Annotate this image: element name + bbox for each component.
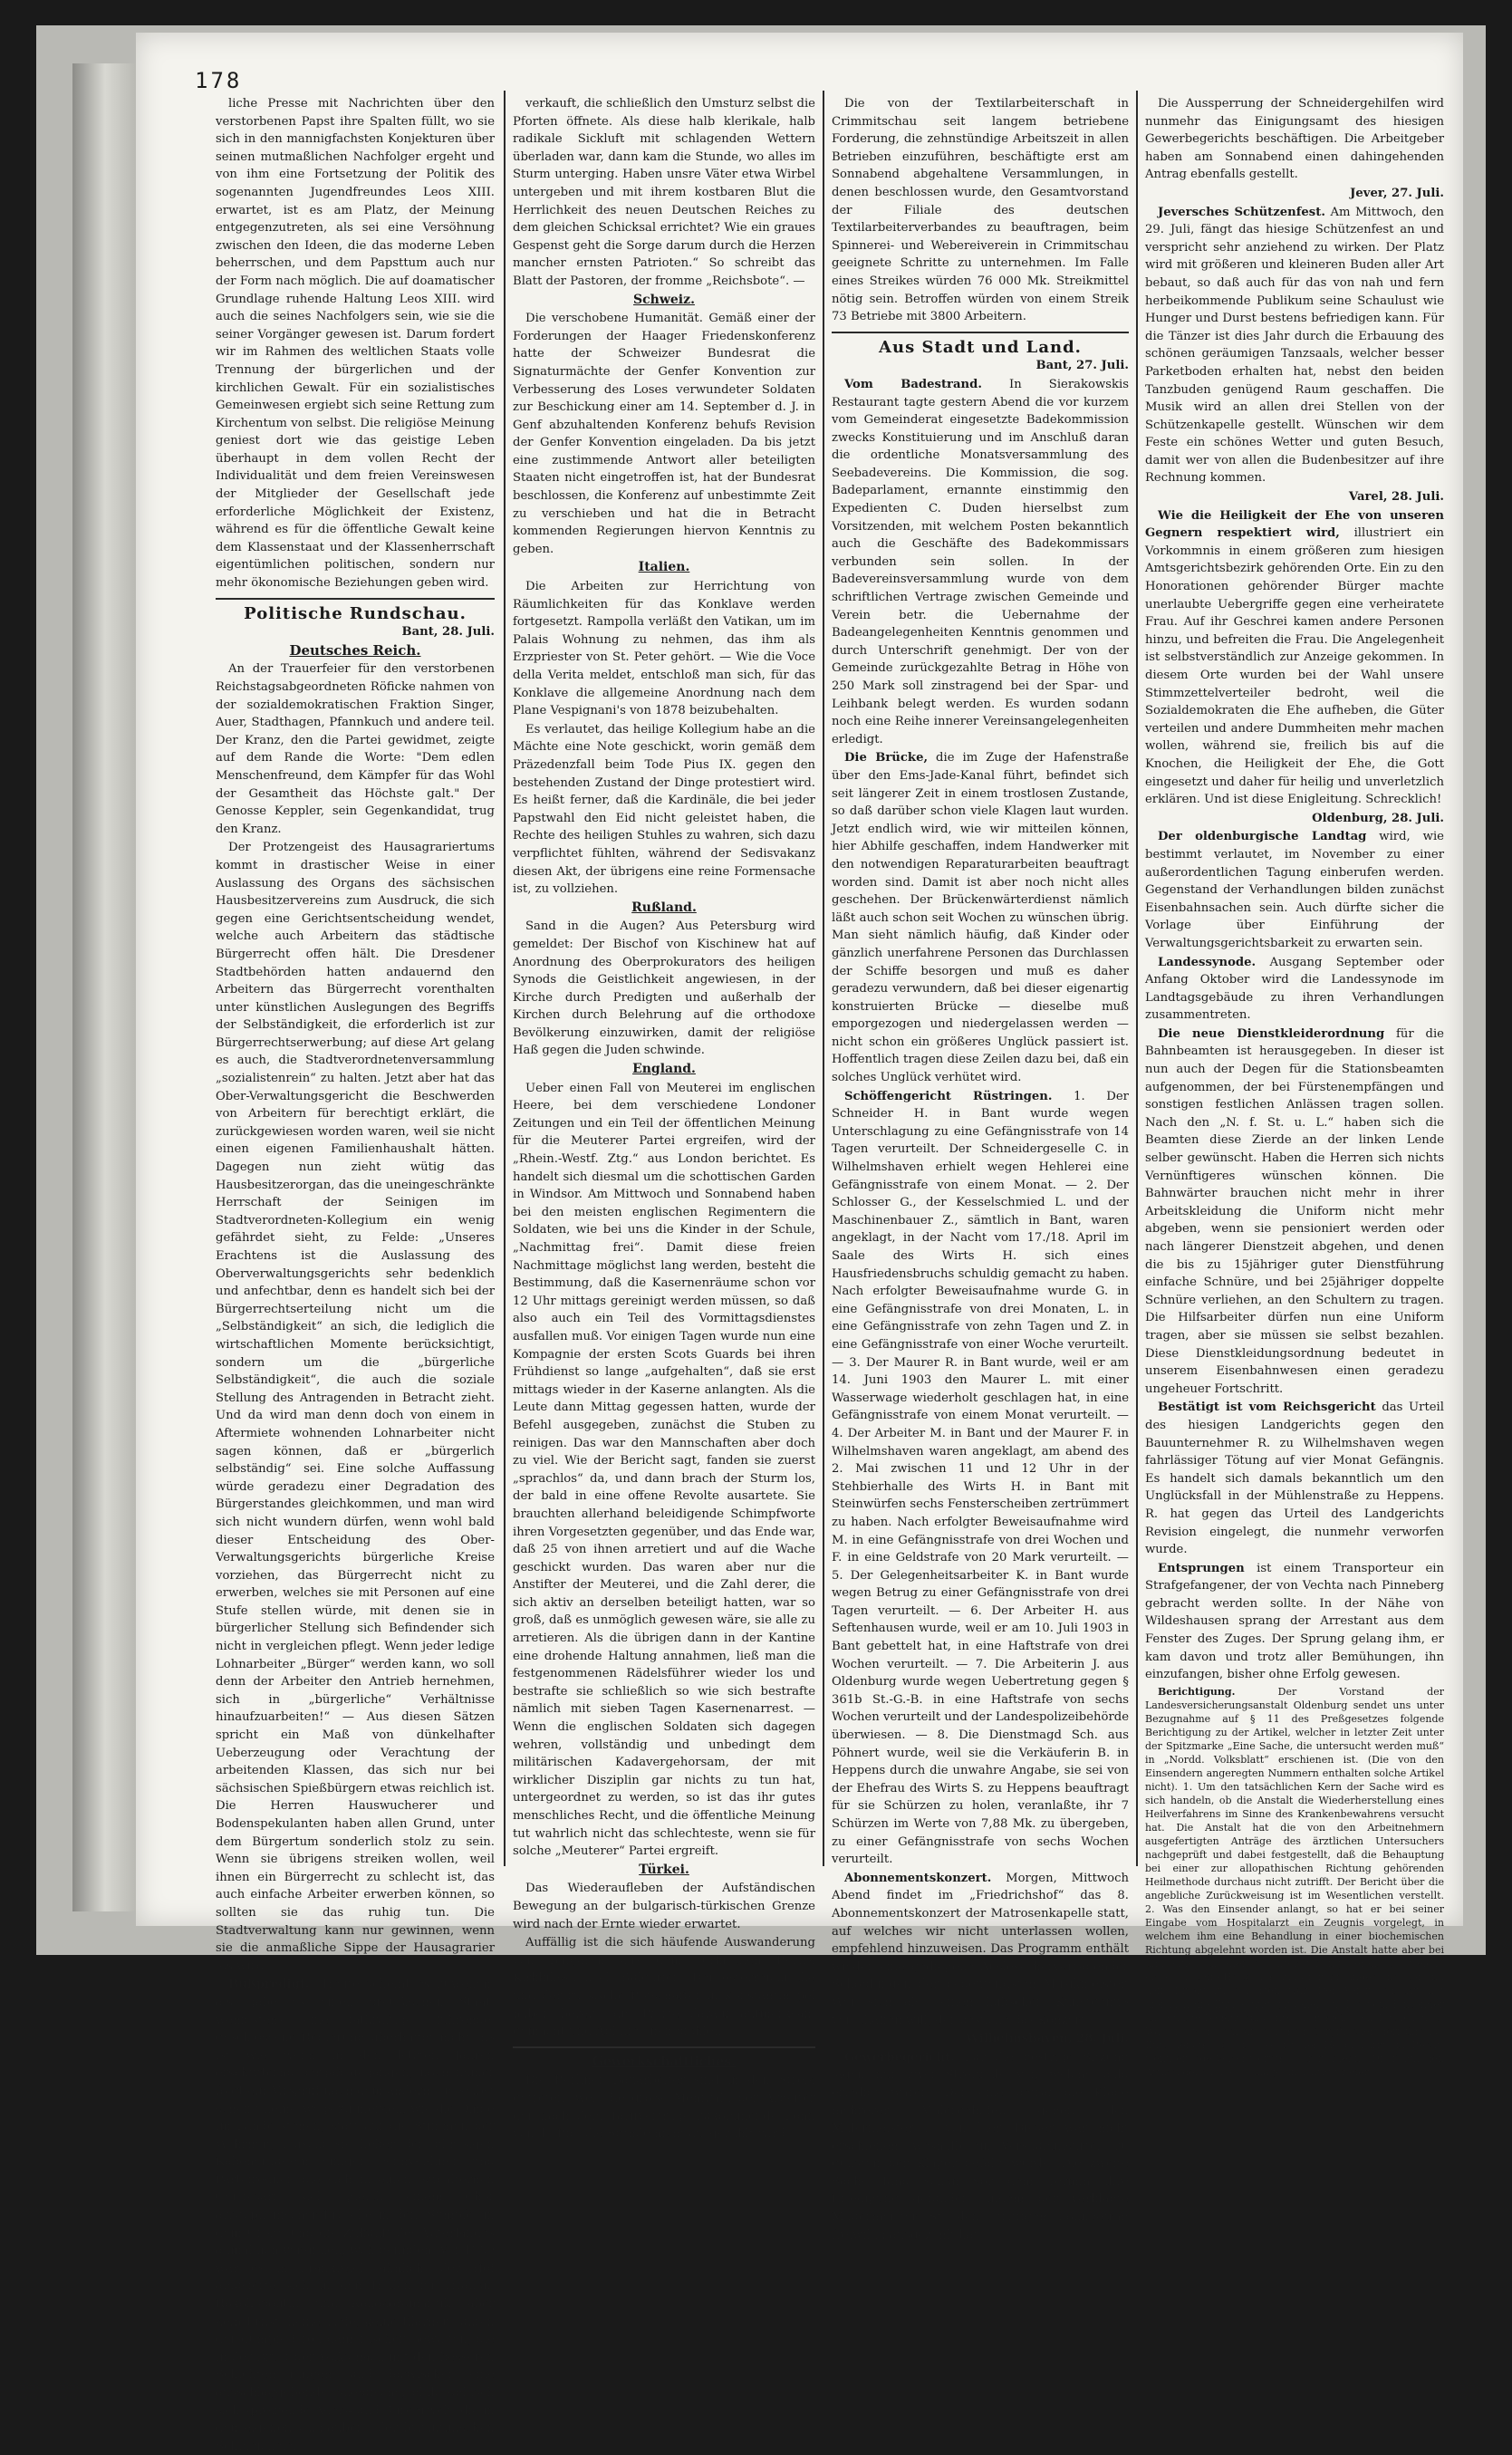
article-text: Die von der Textilarbeiterschaft in Crimmitschau seit langem betriebene Forderung, die zehnstündige Arbeitszeit in allen Betrieben einzuführen, beschäftigte erst am Sonnabend abgehaltene Versammlungen, in denen beschlossen wurde, den Gesamtvorstand der Filiale des deutschen Textilarbeiterverbandes zu beauftragen, beim Spinnerei- und Webereiverein in Crimmitschau geeignete Schritte zu unternehmen. Im Falle eines Streikes würden 76 000 Mk. Streikmittel nötig sein. Betroffen würden von einem Streik 73 Betriebe mit 3800 Arbeitern. — [832, 97, 1129, 324]
article-lead: Berichtigung. — [1158, 1685, 1236, 1698]
article-text: Die verschobene Humanität. Gemäß einer der Forderungen der Haager Friedenskonferenz hatte der Schweizer Bundesrat die Signaturmächte der Genfer Konvention zur Verbesserung des Loses verwundeter Soldaten zur Beschickung einer am 14. September d. J. in Genf abzuhaltenden Konferenz behufs Revision der Genfer Konvention eingeladen. Da bis jetzt eine zustimmende Antwort aller beteiligten Staaten nicht eingetroffen ist, hat der Bundesrat beschlossen, die Konferenz auf unbestimmte Zeit zu verschieben und hat die in Betracht kommenden Regierungen hiervon Kenntnis zu geben. — [513, 312, 815, 556]
section-divider — [832, 332, 1129, 333]
section-divider — [513, 2046, 815, 2048]
section-title: Politische Rundschau. — [244, 603, 467, 623]
section-divider — [216, 598, 495, 600]
article-text — [1145, 1025, 1444, 1398]
dateline: Bant, 28. Juli. — [401, 625, 495, 640]
article-text — [1145, 1560, 1444, 1684]
article-text: Das Wiederaufleben der Aufständischen Bewegung an der bulgarisch-türkischen Grenze wird nach der Ernte wieder erwartet. — [513, 1882, 815, 1931]
article-body: Ausgang September oder Anfang Oktober wird die Landessynode im Landtagsgebäude zu ihren Verhandlungen zusammentreten. — [1145, 955, 1444, 1023]
column-3 — [832, 95, 1129, 2242]
article-body: ist einem Transporteur ein Strafgefangener, der von Vechta nach Pinneberg gebracht werden sollte. In der Nähe von Wildeshausen sprang der Arrestant aus dem Fenster des Zuges. Der Sprung gelang ihm, er kam davon und trotz aller Bemühungen, ihn einzufangen, bisher ohne Erfolg gewesen. — [1145, 1561, 1444, 1682]
article-lead: Bestätigt ist vom Reichsgericht — [1158, 1401, 1376, 1415]
subhead: England. — [632, 1062, 696, 1077]
article-text: Die Aussperrung der Schneidergehilfen wird nunmehr das Einigungsamt des hiesigen Gewerbegerichts beschäftigen. Die Arbeitgeber haben am Sonnabend einen dahingehenden Antrag ebenfalls gestellt. — [1145, 97, 1444, 182]
article-text — [1145, 507, 1444, 809]
article-text: Es verlautet, das heilige Kollegium habe an die Mächte eine Note geschickt, worin gemäß dem Präzedenzfall beim Tode Pius IX. gegen den bestehenden Zustand der Dinge protestiert wird. Es heißt ferner, daß die Kardinäle, die bei jeder Papstwahl den Eid nicht geleistet haben, die Rechte des heiligen Stuhles zu wahren, sich dazu verpflichtet fühlten, während der Sedisvakanz diesen Akt, der übrigens eine reine Formensache ist, zu vollziehen. — [513, 722, 815, 897]
article-body: das Urteil des hiesigen Landgerichts gegen den Bauunternehmer R. zu Wilhelmshaven wegen fahrlässiger Tötung auf vier Monat Gefängnis. Es handelt sich damals bekanntlich um den Unglücksfall in der Mühlenstraße zu Heppens. R. hat gegen das Urteil des Landgerichts Revision eingelegt, die nunmehr verworfen wurde. — [1145, 1401, 1444, 1557]
subhead: Schweiz. — [633, 292, 695, 307]
article-lead: Abonnementskonzert. — [844, 1871, 992, 1885]
subhead: Gewerkschaftliches. — [592, 2054, 737, 2069]
article-lead: Der oldenburgische Landtag — [1158, 830, 1367, 844]
article-lead: Entsprungen — [1158, 1561, 1245, 1575]
column-1 — [216, 95, 495, 2453]
article-text — [1145, 204, 1444, 488]
article-body: Der Vorstand der Landesversicherungsanstalt Oldenburg sendet uns unter Bezugnahme auf § 11 des Preßgesetzes folgende Berichtigung zu der Artikel, welcher in letzter Zeit unter der Spitzmarke „Eine Sache, die untersucht werden muß“ in „Nordd. Volksblatt“ erschienen ist. (Die von den Einsendern angeregten Nummern enthalten solche Artikel nicht). 1. Um den tatsächlichen Kern der Sache wird es sich handeln, ob die Anstalt die Wiederherstellung eines Heilverfahrens im Sinne des Krankenbewahrens versucht hat. Die Anstalt hat die von den Arbeitnehmern ausgefertigten Anträge des ärztlichen Untersuchers nachgeprüft und dabei festgestellt, daß die Behauptung bei einer zur allopathischen Richtung gehörenden Heilmethode durchaus nicht zutrifft. Der Bericht über die angebliche Zurückweisung ist im Wesentlichen verstellt. 2. Was den Einsender anlangt, so hat er bei seiner Eingabe vom Hospitalarzt ein Zeugnis vorgelegt, in welchem ihm eine Behandlung in einer biochemischen Richtung abgelehnt worden ist. Die Anstalt hatte aber bei ihm eine eingehende Untersuchung veranlaßt, welche ergab, daß die Heilbehandlung für ihn ungeeignet sei und kein Erfolg zu erwarten war. Der Vertrauensarzt hat hiernach die Entlassung gutgeheißen. Die vom Einsender angeführte Behauptung entspricht nicht den Tatsachen. 3. Was die von dem angeblichen Kurpfuscher herrührende Entscheidung betrifft, so ist der Hospitalarzt im Recht, wenn er jede Verantwortung dafür ablehnt. Die fraglichen Artikel geben die Sachlage unrichtig wieder. — [1145, 1685, 1444, 2078]
column-rule-3 — [1136, 91, 1138, 1866]
article-lead: Schöffengericht Rüstringen. — [844, 1089, 1053, 1103]
dateline: Oldenburg, 28. Juli. — [1312, 811, 1444, 825]
subhead: Italien. — [638, 560, 690, 575]
article-lead: Gewerbegericht. — [844, 2050, 955, 2065]
section-title: Aus Stadt und Land. — [879, 337, 1082, 357]
article-body: die im Zuge der Hafenstraße über den Ems-Jade-Kanal führt, befindet sich seit längerer Zeit in einem trostlosen Zustande, so daß darüber schon viele Klagen laut wurden. Jetzt endlich wird, wie wir mitteilen können, hier Abhilfe geschaffen, indem Handwerker mit den notwendigen Reparaturarbeiten beauftragt worden sind. Damit ist aber noch nicht alles geschehen. Der Brückenwärterdienst nämlich läßt auch schon seit Wochen zu wünschen übrig. Man sieht nämlich häufig, daß Kinder oder gänzlich unerfahrene Personen das Durchlassen der Schiffe besorgen und muß es daher geradezu verwundern, daß bei dieser eigenartig konstruierten Brücke — dieselbe muß emporgezogen und niedergelassen werden — nicht schon ein größeres Unglück passiert ist. Hoffentlich tragen diese Zeilen dazu bei, daß ein solches Unglück verhütet wird. — [832, 751, 1129, 1085]
article-body: wird, wie bestimmt verlautet, im November zu einer außerordentlichen Tagung einberufen werden. Gegenstand der Verhandlungen bilden zunächst Eisenbahnsachen sein. Auch dürfte sicher die Vorlage über Einführung der Verwaltungsgerichtsbarkeit zu erwarten sein. — [1145, 830, 1444, 950]
article-text — [832, 376, 1129, 748]
article-text: Die Berliner Bauarbeiter sind in den Streik getreten, weil die große Mehrzahl der Arbeiter der nach dem Tarifvertrage zukommende Lohn von 45 Pfg. die Stunde nicht ausgezahlt wird. — [513, 2074, 815, 2142]
article-text: liche Presse mit Nachrichten über den verstorbenen Papst ihre Spalten füllt, wo sie sich in den mannigfachsten Konjekturen über seinen mutmaßlichen Nachfolger ergeht und von ihm eine Fortsetzung der Politik des sogenannten Jugendfreundes Leos XIII. erwartet, ist es am Platz, der Meinung entgegenzutreten, als sei eine Versöhnung zwischen den Ideen, die das moderne Leben beherrschen, und dem Papsttum auch nur der Form nach möglich. Die auf doamatischer Grundlage ruhende Haltung Leos XIII. wird auch die seines Nachfolgers sein, wie sie die seiner Vorgänger gewesen ist. Darum fordert wir im Rahmen des weltlichen Staats volle Trennung der bürgerlichen und der kirchlichen Gewalt. Für ein sozialistisches Gemeinwesen ergiebt sich seine Rettung zum Kirchentum von selbst. Die religiöse Meinung geniest dort wie das geistige Leben überhaupt in dem vollen Recht der Individualität und dem freien Vereinswesen der Mitglieder der Gesellschaft jede erforderliche Möglichkeit der Existenz, während es für die öffentliche Gewalt keine dem Klassenstaat und der Klassenherrschaft eigentümlichen politischen, sondern nur mehr ökonomische Beziehungen geben wird. — [216, 97, 495, 591]
article-lead: Die Brücke, — [844, 751, 929, 765]
page-number: 178 — [195, 68, 243, 93]
article-text: Sand in die Augen? Aus Petersburg wird gemeldet: Der Bischof von Kischinew hat auf Anordnung des Oberprokurators des heiligen Synods die Geistlichkeit angewiesen, in der Kirche durch Predigten und außerhalb der Kirchen durch Belehrung auf die orthodoxe Bevölkerung einzuwirken, damit der religiöse Haß gegen die Juden schwinde. — [513, 919, 815, 1058]
article-text: verkauft, die schließlich den Umsturz selbst die Pforten öffnete. Als diese halb klerikale, halb radikale Sickluft mit schlagenden Wettern überladen war, dann kam die Stunde, wo alles im Sturm unterging. Haben unsre Väter etwa Wirbel untergeben und mit ihrem kostbaren Blut die Herrlichkeit des neuen Deutschen Reiches zu dem gleichen Schicksal errichtet? Wie ein graues Gespenst geht die Sorge darum durch die Herzen mancher ernsten Patrioten.“ So schreibt das Blatt der Pastoren, der fromme „Reichsbote“. — — [513, 97, 815, 288]
article-text — [832, 1870, 1129, 2029]
article-body: für die Bahnbeamten ist herausgegeben. In dieser ist nun auch der Degen für die Stationsbeamten aufgenommen, der bei Fürstenempfängen und sonstigen festlichen Anlässen tragen sollen. Nach den „N. f. St. u. L.“ haben sich die Beamten diese Zierde an der linken Lende selber gewünscht. Haben die Herren sich nichts Vernünftigeres wünschen können. Die Bahnwärter brauchen nicht mehr in ihrer Arbeitskleidung die Uniform nicht mehr abgeben, wenn sie pensioniert werden oder nach längerer Dienstzeit abgehen, und denen die bis zu 15jähriger guter Dienstführung einfache Schnüre, und bei 25jähriger doppelte Schnüre verliehen, an den Schultern zu tragen. Die Hilfsarbeiter dürfen nun eine Uniform tragen, aber sie müssen sie selbst bezahlen. Diese Dienstkleidungsordnung bedeutet in unserem Eisenbahnwesen einen geradezu ungeheuer Fortschritt. — [1145, 1026, 1444, 1396]
article-lead: Bußpredigt. — [228, 1978, 310, 1992]
article-lead: Jeversches Schützenfest. — [1158, 205, 1325, 219]
article-lead: Vom Badestrand. — [844, 377, 982, 391]
dateline: Jever, 27. Juli. — [1350, 186, 1444, 200]
article-text-small — [1145, 1685, 1444, 2079]
article-text: Die Arbeiten zur Herrichtung von Räumlichkeiten für das Konklave werden fortgesetzt. Rampolla verläßt den Vatikan, um im Palais Wohnung zu nehmen, das ihm als Erzpriester von St. Peter gehört. — Wie die Voce della Verita meldet, entschloß man sich, für das Konklave die allgemeine Anordnung nach dem Plane Vespignani's von 1878 beizubehalten. — [513, 580, 815, 718]
article-body: Für die gestrige Sitzung lagen nur zwei Streitfälle vor, welche bald erledigt waren. Der eine betraf die Klage mehrerer Malergehilfen gegen den Malermeister F. von hier. Dieser war nicht erschienen, weshalb ein Versäumnisurteil zu gunsten der Kläger gefällt wurde. Die zweite Sache fand schon vor dem Termin ihre Erledigung gefunden, indem der verklagte Mauermeister St. den strittigen Lohnbetrag freiwillig ausgezahlt hat. — [832, 2050, 1129, 2242]
dateline: Bant, 27. Juli. — [1035, 359, 1129, 373]
article-text — [1145, 828, 1444, 952]
article-text — [832, 1088, 1129, 1869]
column-rule-1 — [504, 91, 506, 1866]
article-body: illustriert ein Vorkommnis in einem größeren zum hiesigen Amtsgerichtsbezirk gehörenden Orte. Ein zu den Honorationen gehörender Bürger machte unerlaubte Uebergriffe gegen eine verheiratete Frau. Auf ihr Geschrei kamen andere Personen hinzu, und befreiten die Frau. Die Angelegenheit ist selbstverständlich zur Anzeige gekommen. In diesem Orte wurden bei der Wahl unsere Stimmzettelverteiler bedroht, weil die Sozialdemokraten die Ehe aufheben, die Güter verteilen und andere Dummheiten mehr machen wollen, während sie, freilich bis auf die Knochen, die Heiligkeit der Ehe, die Gott eingesetzt und daher für heilig und unverletzlich erklären. Und ist diese Enigleitung. Schrecklich! — [1145, 526, 1444, 807]
article-text: Auffällig ist die sich häufende Auswanderung von Bulgaren aus dem türkischen Bezirk Kirkkilissa nach Bulgarien. Der österreichische und der russische Botschafter in Konstantinopel haben bereits die Pforte darauf aufmerksam gemacht und Abhilfe anempfohlen. — [513, 1936, 815, 2039]
dateline: Varel, 28. Juli. — [1348, 490, 1444, 505]
column-2 — [513, 95, 815, 2142]
article-lead: Landessynode. — [1158, 955, 1257, 969]
article-body: 1. Der Schneider H. in Bant wurde wegen Unterschlagung zu eine Gefängnisstrafe von 14 Tagen verurteilt. Der Schneidergeselle C. in Wilhelmshaven erhielt wegen Hehlerei eine Gefängnisstrafe von einem Monat. — 2. Der Schlosser G., der Kesselschmied L. und der Maschinenbauer Z., sämtlich in Bant, waren angeklagt, in der Nacht vom 17./18. April im Saale des Wirts H. sich eines Hausfriedensbruchs schuldig gemacht zu haben. Nach erfolgter Beweisaufnahme wurde G. in eine Gefängnisstrafe von drei Monaten, L. in eine Gefängnisstrafe von zehn Tagen und Z. in eine Gefängnisstrafe von einer Woche verurteilt. — 3. Der Maurer R. in Bant wurde, weil er am 14. Juni 1903 den Maurer L. mit einer Wasserwage wiederholt geschlagen hat, in eine Gefängnisstrafe von einem Monat verurteilt. — 4. Der Arbeiter M. in Bant und der Maurer F. in Wilhelmshaven waren angeklagt, am abend des 2. Mai zwischen 11 und 12 Uhr in der Stehbierhalle des Wirts H. in Bant mit Steinwürfen sechs Fensterscheiben zertrümmert zu haben. Nach erfolgter Beweisaufnahme wird M. in eine Gefängnisstrafe von drei Wochen und F. in eine Geldstrafe von 20 Mark verurteilt. — 5. Der Gelegenheitsarbeiter K. in Bant wurde wegen Betrug zu einer Gefängnisstrafe von drei Tagen verurteilt. — 6. Der Arbeiter H. aus Seftenhausen wurde, weil er am 10. Juli 1903 in Bant gebettelt hat, in eine Haftstrafe von drei Wochen verurteilt. — 7. Die Arbeiterin J. aus Oldenburg wurde wegen Uebertretung gegen § 361b St.-G.-B. in eine Haftstrafe von sechs Wochen verurteilt und der Landespolizeibehörde überwiesen. — 8. Die Dienstmagd Sch. aus Pöhnert wurde, weil sie die Verkäuferin B. in Heppens durch die unwahre Angabe, sie sei von der Ehefrau des Wirts S. zu Heppens beauftragt für sie Schürzen zu holen, veranlaßte, ihr 7 Schürzen im Werte von 7,88 Mk. zu übergeben, zu einer Gefängnisstrafe von sechs Wochen verurteilt. — [832, 1089, 1129, 1867]
article-text: Ueber einen Fall von Meuterei im englischen Heere, bei dem verschiedene Londoner Zeitungen und ein Teil der öffentlichen Meinung für die Meuterer Partei ergreifen, wird der „Rhein.-Westf. Ztg.“ aus London berichtet. Es handelt sich diesmal um die schottischen Garden in Windsor. Am Mittwoch und Sonnabend haben bei den meisten englischen Regimentern die Soldaten, wie bei uns die Kinder in der Schule, „Nachmittag frei“. Damit diese freien Nachmittage möglichst lang werden, besteht die Bestimmung, daß die Kasernenräume schon vor 12 Uhr mittags gereinigt werden müssen, so daß also auch ein Teil des Vormittagsdienstes ausfallen muß. Vor einigen Tagen wurde nun eine Kompagnie der ersten Scots Guards bei ihren Frühdienst so lange „aufgehalten“, daß sie erst mittags wieder in der Kaserne anlangten. Als die Leute dann Mittag gegessen hatten, wurde der Befehl ausgegeben, zunächst die Stuben zu reinigen. Das war den Mannschaften aber doch zu viel. Wie der Bericht sagt, fanden sie zuerst „sprachlos“ da, und dann brach der Sturm los, der bald in eine offene Revolte ausartete. Sie brauchten allerhand beleidigende Schimpfworte ihren Vorgesetzten gegenüber, und das Ende war, daß 25 von ihnen arretiert und auf die Wache geschickt wurden. Das waren aber nur die Anstifter der Meuterei, und die Zahl derer, die sich aktiv an derselben beteiligt hatten, war so groß, daß es unmöglich gewesen wäre, sie alle zu arretieren. Als die übrigen dann in der Kantine eine drohende Haltung annahmen, ließ man die festgenommenen Rädelsführer wieder los und bestrafte sie schließlich so wie sich bestrafte nämlich mit sieben Tagen Kasernenarrest. — Wenn die englischen Soldaten sich dagegen wehren, vollständig und unbedingt dem militärischen Kadavergehorsam, der mit wirklicher Disziplin gar nichts zu tun hat, untergeordnet zu werden, so ist das ihr gutes menschliches Recht, und die öffentliche Meinung tut wahrlich nicht das schlechteste, wenn sie für solche „Meuterer“ Partei ergreift. — [513, 1081, 815, 1859]
article-text — [216, 1976, 495, 2455]
article-text — [832, 749, 1129, 1086]
article-lead: Die neue Dienstkleiderordnung — [1158, 1026, 1385, 1041]
subhead: Türkei. — [639, 1862, 689, 1877]
article-text — [1145, 1399, 1444, 1558]
column-4 — [1145, 95, 1444, 2078]
article-text: An der Trauerfeier für den verstorbenen Reichstagsabgeordneten Röficke nahmen von der sozialdemokratischen Fraktion Singer, Auer, Stadthagen, Pfannkuch und andere teil. Der Kranz, den die Partei gewidmet, zeigte auf dem Rande die Worte: "Dem edlen Menschenfreund, dem Kämpfer für das Wohl der Gesamtheit das Höchste galt." Der Genosse Keppler, sein Gegenkandidat, trug den Kranz. — [216, 662, 495, 836]
article-lead: Wie die Heiligkeit der Ehe von unseren Gegnern respektiert wird, — [1145, 508, 1444, 541]
column-rule-2 — [823, 91, 824, 1866]
article-body: Am Mittwoch, den 29. Juli, fängt das hiesige Schützenfest an und verspricht sehr anziehend zu wirken. Der Platz wird mit größeren und kleineren Buden aller Art bebaut, so daß auch für das von nah und fern herbeikommende Publikum seine Schaulust wie Hunger und Durst bestens befriedigen kann. Für die Tänzer ist dies Jahr durch die Erbauung des schönen geräumigen Tanzsaals, welcher besser Parketboden erhalten hat, nebst den beiden Tanzbuden genügend Raum geschaffen. Die Musik wird an allen drei Stellen von der Schützenkapelle gestellt. Wünschen wir dem Feste ein schönes Wetter und guten Besuch, damit wer von allen die Budenbesitzer auf ihre Rechnung kommen. — [1145, 205, 1444, 486]
article-body: In Sierakowskis Restaurant tagte gestern Abend die vor kurzem vom Gemeinderat eingesetzte Badekommission zwecks Konstituierung und im Anschluß daran die ordentliche Monatsversammlung des Seebadevereins. Die Kommission, die sog. Badeparlament, ernannte einstimmig den Expedienten C. Duden hierselbst zum Vorsitzenden, mit welchem Posten bekanntlich auch die Geschäfte des Badekommissars verbunden sein sollen. In der Badevereinsversammlung wurde von dem schriftlichen Vertrage zwischen Gemeinde und Verein betr. die Uebernahme der Badeangelegenheiten Kenntnis genommen und durch Unterschrift genehmigt. Der von der Gemeinde zurückgezahlte Betrag in Höhe von 250 Mark soll zinstragend bei der Spar- und Leihbank belegt werden. Es wurden sodann noch eine Reihe innerer Vereinsangelegenheiten erledigt. — [832, 377, 1129, 746]
article-body: „Heute scheint es zuweilen, als gäbe es einen preußischen Staat, wenigstens eine tatkräftige, führende, geschlossene Regierung überhaupt nicht. Es ist wie wenn in den letzten Jahren erschütternd bergab gegangen; noch immer folgt ein Mißgriff nach dem andern; sie selbst scheint keineswegs zu merken, wie die Dinge im Lande stehen; statt auf die Stimmen der Wahrheit, lauscht sie lieber den phrasigen Kabeneraüssen einiger Penny-a-liner und Parteiredner, die sich in einem subalternen Geistesart sich gleich einem Chor aristophanischer Frösche in dem Sumpfe, in dem Größe und die Zukunft des Vaterlandes allmählich versinken, wohlbefinden. Vor 1789 war es in Frankreich ähnlich: der Hof amüsierte sich in den Hallen zu Trianon, Rokokopolitik, und Rokokoromantik, aber kein Ernst, keine Tiefe, keine Klarheit, unten der dumpfe Groll dämonischer Gewalten, die in der Brust der Volks nach mit den besseren Schichten rangen, und dazwischen eine ausschlaggebende, skeptische, philosophisch sich spreizende Adels- und Bürgerwelt, die in den eigenen Unglauben oder byzantinischen Schmeichelei — [216, 1978, 495, 2453]
article-text: Der Protzengeist des Hausagrariertums kommt in drastischer Weise in einer Auslassung des Organs des sächsischen Hausbesitzervereins zum Ausdruck, die sich gegen eine Gerichtsentscheidung wendet, welche auch Arbeitern das städtische Bürgerrecht offen hält. Die Dresdener Stadtbehörden hatten andauernd den Arbeitern das Bürgerrecht vorenthalten unter künstlichen Auslegungen des Begriffs der Selbständigkeit, die erforderlich ist zur Bürgerrechtserwerbung; auf diese Art gelang es auch, die Stadtverordnetenversammlung „sozialistenrein“ zu halten. Jetzt aber hat das Ober-Verwaltungsgericht die Beschwerden von Arbeitern für berechtigt erklärt, die zurückgewiesen worden waren, weil sie nicht einen eigenen Familienhaushalt hätten. Dagegen nun zieht wütig das Hausbesitzerorgan, das die uneingeschränkte Herrschaft der Seinigen im Stadtverordneten-Kollegium ein wenig gefährdet sieht, zu Felde: „Unseres Erachtens ist die Auslassung des Oberverwaltungsgerichts sehr bedenklich und anfechtbar, denn es handelt sich bei der Bürgerrechtserteilung nicht um die „Selbständigkeit“ an sich, die lediglich die wirtschaftlichen Momente berücksichtigt, sondern um die „bürgerliche Selbständigkeit“, die auch die soziale Stellung des Antragenden in Betracht zieht. Und da wird man denn doch von einem in Aftermiete wohnenden Lohnarbeiter nicht sagen können, daß er „bürgerlich selbständig“ sei. Eine solche Auffassung würde geradezu einer Degradation des Bürgerstandes gleichkommen, und man wird sich nicht wundern dürfen, wenn wohl bald dieser Entscheidung des Ober-Verwaltungsgerichts bürgerliche Kreise vorziehen, das Bürgerrecht nicht zu erwerben, welches sie mit Personen auf eine Stufe stellen würde, mit denen sie in bürgerlicher Stellung sich Befindender sich nicht in vergleichen pflegt. Wenn jeder ledige Lohnarbeiter „Bürger“ werden kann, wo soll denn der Arbeiter den Antrieb hernehmen, sich in „bürgerliche“ Verhältnisse hinaufzuarbeiten!“ — Aus diesen Sätzen spricht ein Maß von dünkelhafter Ueberzeugung oder Verachtung der arbeitenden Klassen, das sich nur bei sächsischen Spießbürgern etwas reichlich ist. Die Herren Hauswucherer und Bodenspekulanten haben allen Grund, unter dem Bürgertum sonderlich stolz zu sein. Wenn sie übrigens streiken wollen, weil ihnen ein Bürgerrecht zu schlecht ist, das auch einfache Arbeiter erwerben können, so sollten sie das ruhig tun. Die Stadtverwaltung kann nur gewinnen, wenn sie die anmaßliche Sippe der Hausagrarier los wird. — [216, 841, 495, 1973]
subhead: Rußland. — [631, 900, 697, 915]
book-binding-edge — [72, 63, 145, 1911]
dateline: Wilhelmshaven, 28. Juli. — [966, 2032, 1129, 2046]
article-text — [1145, 954, 1444, 1025]
article-text — [832, 2049, 1129, 2245]
subhead: Deutsches Reich. — [289, 641, 421, 659]
article-body: Morgen, Mittwoch Abend findet im „Friedrichshof“ das 8. Abonnementskonzert der Matrosenkapelle statt, auf welches wir nicht unterlassen wollen, empfehlend hinzuweisen. Das Programm enthält wieder eine gediegene Auslese hervorragender Schöpfungen der bedeutendsten Musikmeister. Wer sich also einen hübschen Kunstgenuß verschaffen will, der besuche das Konzert. — [832, 1871, 1129, 2027]
